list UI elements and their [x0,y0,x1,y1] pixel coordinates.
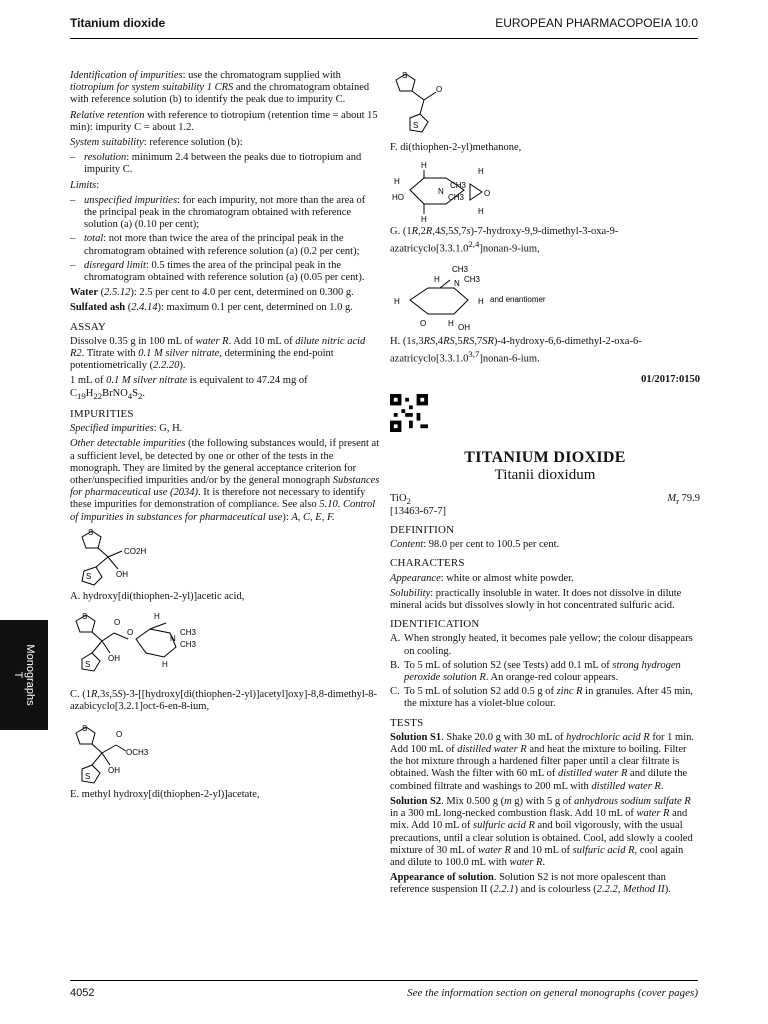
svg-text:CH3: CH3 [180,628,197,637]
footer-note: See the information section on general monographs (cover pages) [407,987,698,999]
page-footer [70,980,698,999]
svg-text:S: S [82,724,88,734]
assay-text: Dissolve 0.35 g in 100 mL of water R. Add 10 mL of dilute nitric acid R2. Titrate with 0.1 M silver nitrate, determining the end-point potentiometrically (2.2.20). [70,335,366,372]
structure-impurity-e [70,721,190,787]
svg-text:CH3: CH3 [452,265,469,275]
system-suitability: System suitability: reference solution (b): [70,137,243,149]
structure-impurity-c [70,611,220,687]
caption-impurity-f: F. di(thiophen-2-yl)methanone, [390,142,522,153]
identification-list [390,633,700,710]
svg-text:H: H [421,215,427,225]
suitability-list [70,152,380,176]
svg-text:N: N [454,279,460,289]
svg-text:O: O [116,730,123,740]
section-tab-label: Monographs T [12,644,36,706]
svg-text:H: H [478,297,484,307]
list-item: – unspecified impurities: for each impurity, not more than the area of the principal peak in the chromatogram obtained with reference solution (a) (0.10 per cent); [70,195,380,232]
svg-text:H: H [448,319,454,329]
water-test: Water (2.5.12): 2.5 per cent to 4.0 per cent, determined on 0.300 g. [70,287,354,299]
characters-heading: CHARACTERS [390,557,465,570]
svg-text:S: S [413,121,419,130]
structure-impurity-g [390,162,520,224]
svg-text:N: N [170,634,176,643]
other-detectable-impurities: Other detectable impurities (the following substances would, if present at a sufficient level, be detected by one or other of the tests in the monograph. They are limited by the general acceptance criterion for other/unspecified impurities and/or by the general monograph Substances for pharmaceutical use (2034). It is therefore not necessary to identify these impurities for demonstration of compliance. See also 5.10. Control of impurities in substances for pharmaceutical use): A, C, E, F. [70,438,380,523]
qr-code [390,394,428,432]
svg-text:S: S [85,660,91,669]
appearance-spec: Appearance: white or almost white powder. [390,572,574,584]
svg-text:H: H [434,275,440,285]
limits-heading: Limits: [70,179,100,191]
tests-heading: TESTS [390,716,424,729]
svg-text:S: S [88,527,94,537]
svg-text:HO: HO [392,193,404,203]
appearance-of-solution: Appearance of solution. Solution S2 is not more opalescent than reference suspension II (2.2.1) and is colourless (2.2.2, Method II). [390,872,671,896]
svg-text:O: O [420,319,427,329]
svg-text:OH: OH [116,569,128,579]
svg-text:O: O [484,189,491,199]
list-item: C. To 5 mL of solution S2 add 0.5 g of zinc R in granules. After 45 min, the mixture has a violet-blue colour. [390,686,694,710]
svg-text:CH3: CH3 [450,181,467,191]
assay-heading: ASSAY [70,320,107,333]
svg-text:S: S [86,571,92,581]
svg-text:CH3: CH3 [448,193,465,203]
formula-row [390,493,700,506]
list-item: – disregard limit: 0.5 times the area of the principal peak in the chromatogram obtained with reference solution (a) (0.05 per cent). [70,260,380,284]
svg-text:S: S [402,71,408,80]
content-spec: Content: 98.0 per cent to 100.5 per cent. [390,539,560,551]
molecular-formula: TiO$_2$ [390,492,411,506]
specified-impurities: Specified impurities: G, H. [70,423,183,435]
sulfated-ash-test: Sulfated ash (2.4.14): maximum 0.1 per cent, determined on 1.0 g. [70,302,353,314]
caption-impurity-e: E. methyl hydroxy[di(thiophen-2-yl)]acetate, [70,789,260,801]
list-item: – resolution: minimum 2.4 between the peaks due to tiotropium and impurity C. [70,152,380,176]
structure-impurity-h [390,264,590,334]
solution-s2: Solution S2. Mix 0.500 g (m g) with 5 g of anhydrous sodium sulfate R in a 300 mL long-necked combustion flask. Add 10 mL of water R and mix. Add 10 mL of sulfuric acid R and boil vigorously, with the usual precautions, until a clear solution is obtained. Cool, add slowly a cooled mixture of 30 mL of water R and 10 mL of sulfuric acid R, cool again and dilute to 100.0 mL with water R. [390,795,693,868]
svg-text:OH: OH [108,654,120,663]
svg-text:H: H [394,297,400,307]
left-column [70,70,380,810]
impurities-heading: IMPURITIES [70,407,134,420]
svg-text:CH3: CH3 [464,275,481,285]
svg-text:H: H [421,162,427,171]
list-item: B. To 5 mL of solution S2 (see Tests) add 0.1 mL of strong hydrogen peroxide solution R. An orange-red colour appears. [390,659,681,684]
limits-list [70,195,380,284]
structure-impurity-a [70,527,190,589]
svg-text:OH: OH [458,323,470,333]
list-item: A. When strongly heated, it becomes pale yellow; the colour disappears on cooling. [390,633,693,657]
header-publication: EUROPEAN PHARMACOPOEIA 10.0 [495,16,698,30]
assay-equivalence: 1 mL of 0.1 M silver nitrate is equivalent to 47.24 mg of $C_{19}H_{22}BrNO_4S_2$. [70,375,308,401]
svg-text:CO2H: CO2H [124,546,147,556]
svg-text:CH3: CH3 [180,640,197,649]
definition-heading: DEFINITION [390,524,455,537]
svg-text:OH: OH [108,766,120,776]
solution-s1: Solution S1. Shake 20.0 g with 30 mL of hydrochloric acid R for 1 min. Add 100 mL of distilled water R and heat the mixture to boiling. Filter the hot mixture through a hardened filter paper until a clear filtrate is obtained. Wash the filter with 60 mL of distilled water R and dilute the combined filtrate and washings to 200 mL with distilled water R. [390,731,695,792]
identification-of-impurities: Identification of impurities: use the chromatogram supplied with tiotropium for system suitability 1 CRS and the chromatogram obtained with reference solution (b) to identify the peak due to impurity C. [70,70,370,106]
list-item: – total: not more than twice the area of the principal peak in the chromatogram obtained with reference solution (a) (0.2 per cent); [70,233,380,257]
solubility-spec: Solubility: practically insoluble in water. It does not dissolve in dilute mineral acids but dissolves slowly in hot concentrated sulfuric acid. [390,587,682,612]
svg-text:S: S [82,612,88,621]
svg-text:and enantiomer: and enantiomer [490,295,546,305]
svg-text:N: N [438,187,444,197]
identification-heading: IDENTIFICATION [390,618,480,631]
caption-impurity-a: A. hydroxy[di(thiophen-2-yl)]acetic acid, [70,590,245,602]
svg-text:O: O [127,628,134,637]
svg-text:O: O [114,618,121,627]
monograph-reference-number: 01/2017:0150 [641,374,700,386]
monograph-latin-name: Titanii dioxidum [494,466,596,483]
svg-text:S: S [85,772,91,782]
right-column [390,70,700,900]
header-monograph-name: Titanium dioxide [70,16,166,30]
structure-impurity-f [390,70,480,140]
caption-impurity-h: H. (1s,3RS,4RS,5RS,7SR)-4-hydroxy-6,6-dimethyl-2-oxa-6-azatricyclo[3.3.1.0$^{3,7}$]nonan-6-ium. [390,336,642,365]
relative-retention: Relative retention with reference to tiotropium (retention time = about 15 min): impurity C = about 1.2. [70,109,378,133]
svg-text:H: H [394,177,400,187]
cas-number: [13463-67-7] [390,505,446,517]
page-number: 4052 [70,987,95,999]
running-header [70,16,698,39]
svg-text:H: H [162,660,168,669]
relative-molecular-mass: $M_r$ 79.9 [667,492,700,506]
svg-text:OCH3: OCH3 [126,748,149,758]
caption-impurity-g: G. (1R,2R,4S,5S,7s)-7-hydroxy-9,9-dimethyl-3-oxa-9-azatricyclo[3.3.1.0$^{2,4}$]nonan-9-ium, [390,226,619,255]
monograph-title: TITANIUM DIOXIDE [464,449,626,467]
svg-text:H: H [478,167,484,177]
svg-text:H: H [478,207,484,217]
svg-text:O: O [436,85,443,94]
section-thumb-tab [0,620,48,730]
caption-impurity-c: C. (1R,3s,5S)-3-[[hydroxy[di(thiophen-2-yl)]acetyl]oxy]-8,8-dimethyl-8-azabicyclo[3.2.1]oct-6-en-8-ium, [70,689,378,713]
svg-text:H: H [154,612,160,621]
